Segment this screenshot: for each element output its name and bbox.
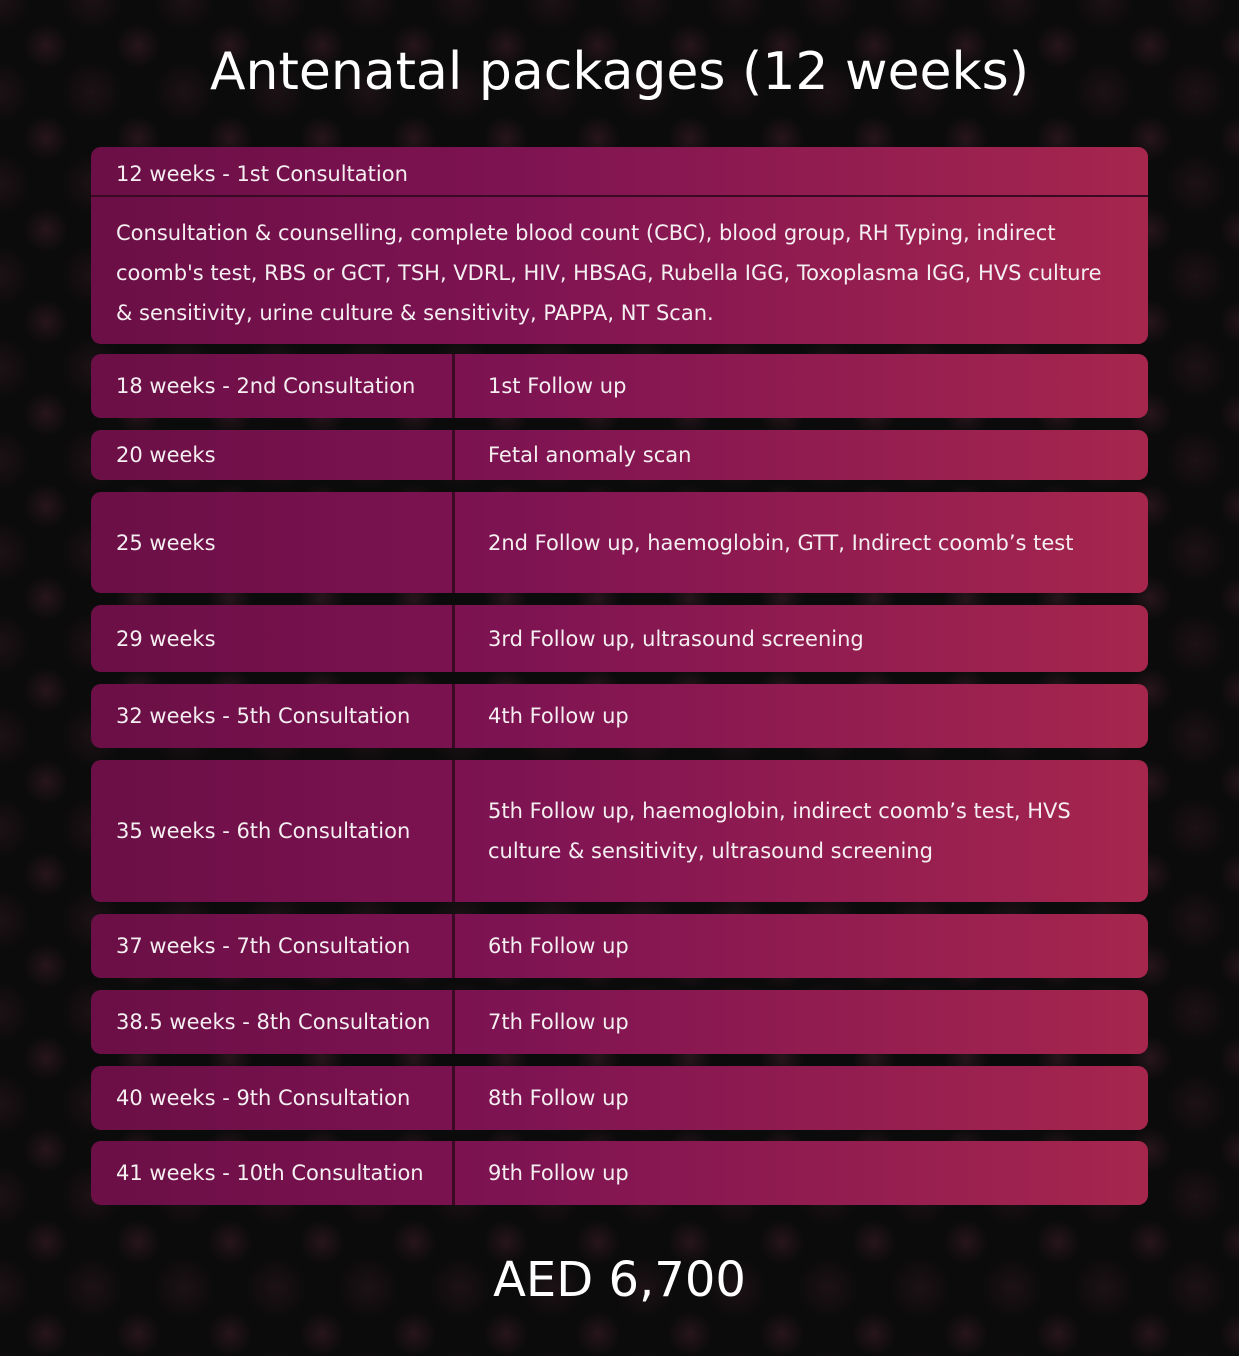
service-cell: 9th Follow up <box>488 1161 629 1185</box>
week-cell: 41 weeks - 10th Consultation <box>91 1141 455 1205</box>
table-row <box>91 760 1148 902</box>
week-cell: 25 weeks <box>91 492 455 593</box>
table-row <box>91 1141 1148 1205</box>
week-cell: 32 weeks - 5th Consultation <box>91 684 455 748</box>
page-title: Antenatal packages (12 weeks) <box>209 42 1030 102</box>
week-cell: 40 weeks - 9th Consultation <box>91 1066 455 1130</box>
week-cell: 37 weeks - 7th Consultation <box>91 914 455 978</box>
service-cell: 4th Follow up <box>488 704 629 728</box>
service-cell: 7th Follow up <box>488 1010 629 1034</box>
table-row <box>91 990 1148 1054</box>
table-row <box>91 430 1148 480</box>
service-cell: 8th Follow up <box>488 1086 629 1110</box>
packages-table <box>91 147 1148 1185</box>
package-price: AED 6,700 <box>493 1252 746 1308</box>
table-row <box>91 354 1148 418</box>
service-cell: Fetal anomaly scan <box>488 443 692 467</box>
service-cell: 5th Follow up, haemoglobin, indirect coomb’s test, HVS culture & sensitivity, ultrasound screening <box>488 799 1071 863</box>
table-row <box>91 605 1148 672</box>
week-cell: 38.5 weeks - 8th Consultation <box>91 990 455 1054</box>
week-cell: 35 weeks - 6th Consultation <box>91 760 455 902</box>
table-row <box>91 492 1148 593</box>
week-cell: 29 weeks <box>91 605 455 672</box>
service-cell: 6th Follow up <box>488 934 629 958</box>
table-row <box>91 684 1148 748</box>
first-consultation-details: Consultation & counselling, complete blood count (CBC), blood group, RH Typing, indirect coomb's test, RBS or GCT, TSH, VDRL, HIV, HBSAG, Rubella IGG, Toxoplasma IGG, HVS culture & sensitivity, urine culture & sensitivity, PAPPA, NT Scan. <box>116 221 1102 325</box>
week-cell: 18 weeks - 2nd Consultation <box>91 354 455 418</box>
service-cell: 2nd Follow up, haemoglobin, GTT, Indirect coomb’s test <box>488 530 1074 555</box>
table-row <box>91 914 1148 978</box>
service-cell: 1st Follow up <box>488 374 627 398</box>
week-cell: 20 weeks <box>91 430 455 480</box>
first-consultation-block <box>91 147 1148 344</box>
service-cell: 3rd Follow up, ultrasound screening <box>488 626 864 651</box>
table-row <box>91 1066 1148 1130</box>
first-consultation-header: 12 weeks - 1st Consultation <box>91 147 1148 197</box>
